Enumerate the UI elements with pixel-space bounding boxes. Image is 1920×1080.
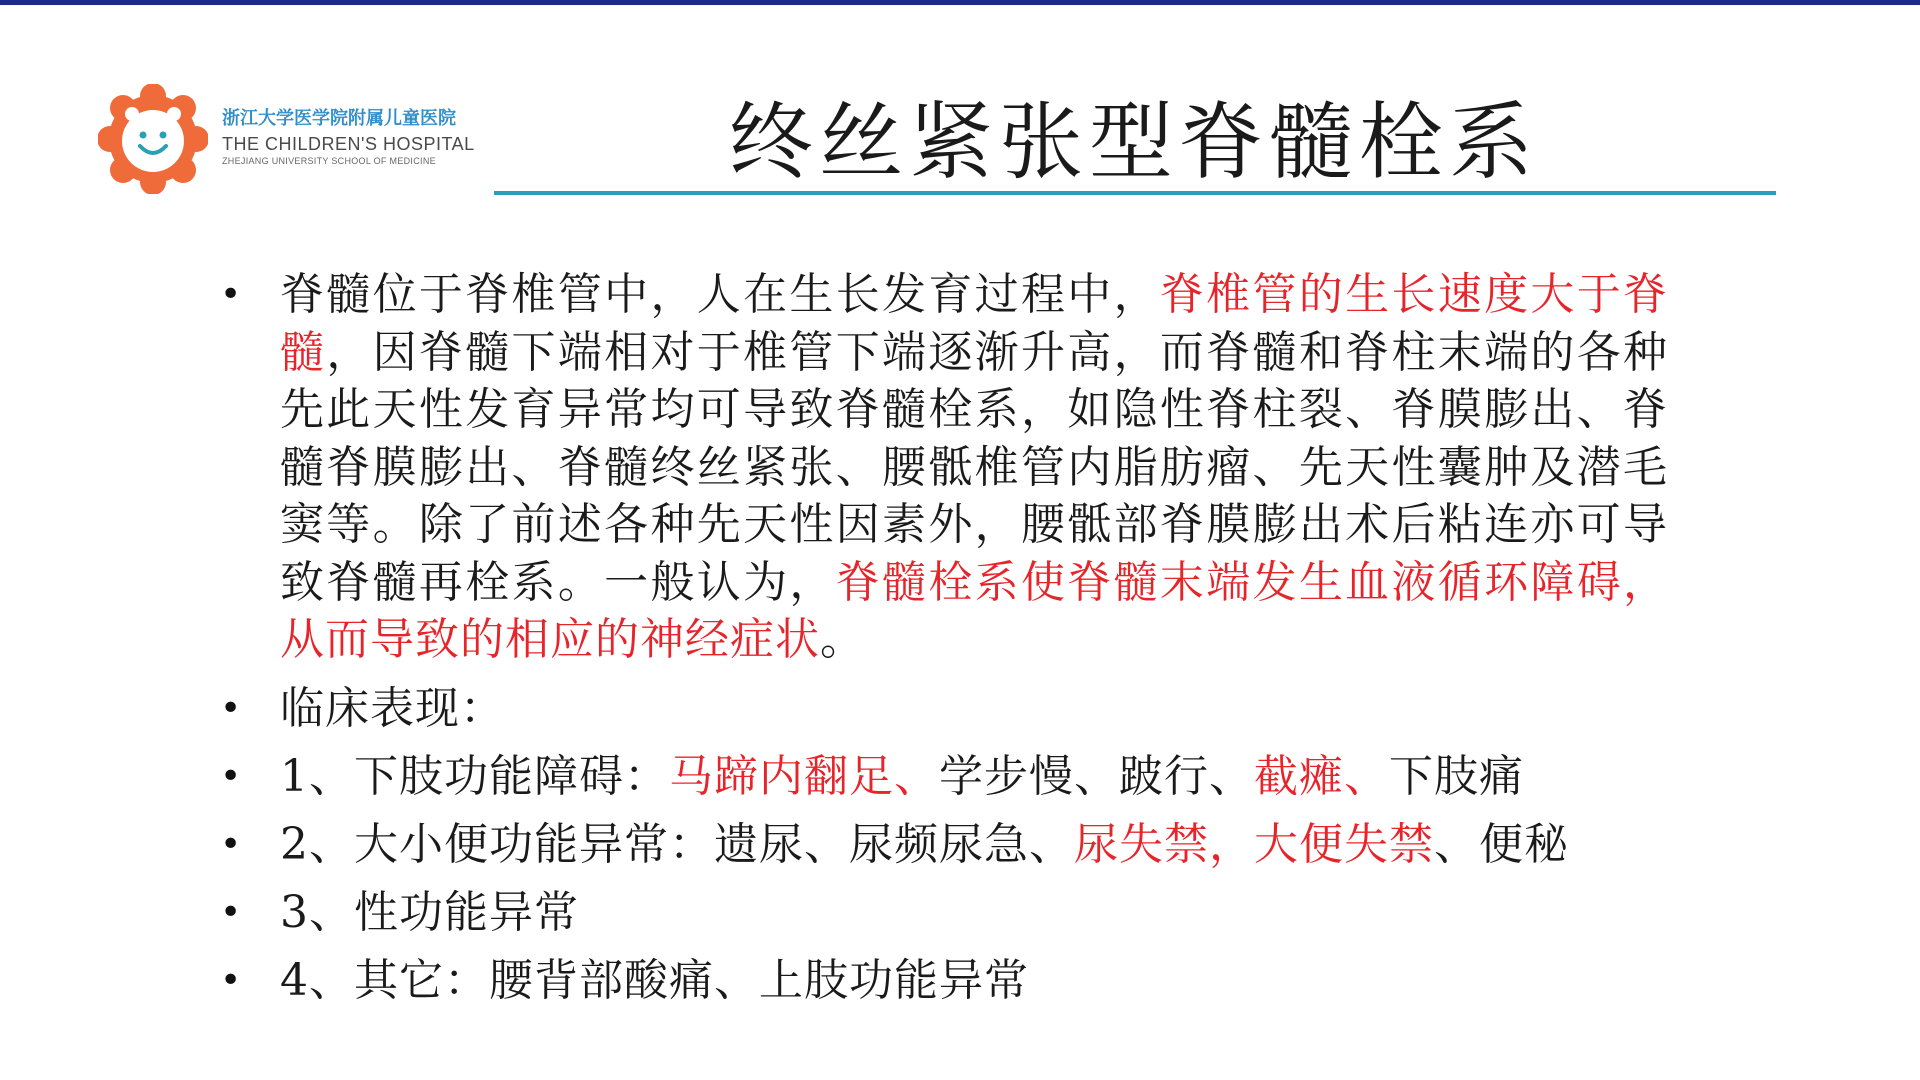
- lion-cub-face-icon: [98, 84, 208, 194]
- text-segment: 3、性功能异常: [280, 886, 579, 938]
- hospital-name-en: THE CHILDREN'S HOSPITAL: [222, 134, 475, 154]
- text-segment: 、便秘: [1434, 818, 1569, 870]
- text-segment: 。: [820, 614, 865, 665]
- hospital-name-cn: 浙江大学医学院附属儿童医院: [222, 108, 456, 129]
- hospital-name-sub: ZHEJIANG UNIVERSITY SCHOOL OF MEDICINE: [222, 156, 436, 166]
- text-segment: 1、下肢功能障碍：: [280, 750, 669, 802]
- slide-title: 终丝紧张型脊髓栓系: [728, 93, 1539, 191]
- bullet-list: [220, 266, 1700, 1015]
- bullet-item-bladder-bowel: [220, 811, 1700, 879]
- highlight-text: 马蹄内翻足、: [669, 750, 939, 802]
- bullet-item-sexual: [220, 879, 1700, 947]
- highlight-text: 脊髓栓系使脊髓末端发生血液循环障碍，从而导致的相应的神经症状: [280, 556, 1669, 665]
- hospital-logo-text: [222, 104, 482, 166]
- text-segment: 脊髓位于脊椎管中，人在生长发育过程中，: [280, 269, 1160, 320]
- bullet-item-other: [220, 947, 1700, 1015]
- top-accent-bar: [0, 0, 1920, 5]
- text-segment: ，因脊髓下端相对于椎管下端逐渐升高，而脊髓和脊柱末端的各种先此天性发育异常均可导致脊髓栓系，如隐性脊柱裂、脊膜膨出、脊髓脊膜膨出、脊髓终丝紧张、腰骶椎管内脂肪瘤、先天性囊肿及潜毛窦等。除了前述各种先天性因素外，腰骶部脊膜膨出术后粘连亦可导致脊髓再栓系。一般认为，: [280, 326, 1668, 608]
- bullet-clinical-heading: [220, 675, 1700, 743]
- bullet-item-lower-limb: [220, 743, 1700, 811]
- title-underline: [494, 191, 1776, 195]
- text-segment: 临床表现：: [280, 682, 505, 734]
- text-segment: 4、其它：腰背部酸痛、上肢功能异常: [280, 954, 1029, 1006]
- highlight-text: 截瘫、: [1254, 750, 1389, 802]
- text-segment: 2、大小便功能异常：遗尿、尿频尿急、: [280, 818, 1074, 870]
- text-segment: 下肢痛: [1389, 750, 1524, 802]
- bullet-pathology-paragraph: [220, 266, 1668, 669]
- text-segment: 学步慢、跛行、: [939, 750, 1254, 802]
- highlight-text: 尿失禁，大便失禁: [1074, 818, 1434, 870]
- highlight-text: 脊椎管的生长速度大于脊髓: [280, 269, 1669, 378]
